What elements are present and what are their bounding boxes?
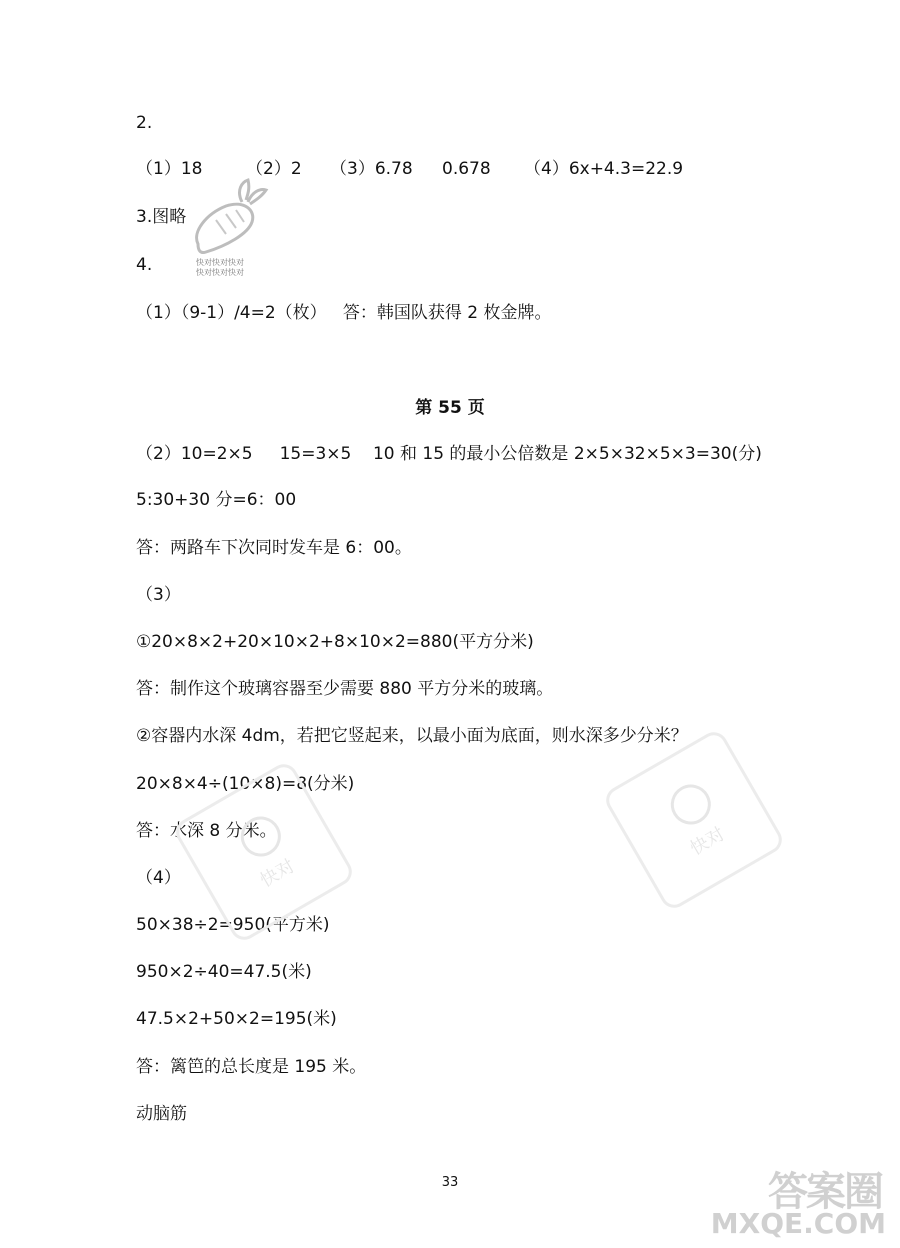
stamp-text: 快对 bbox=[256, 855, 299, 892]
stamp-watermark-right bbox=[601, 727, 787, 913]
p55-line: （4） bbox=[136, 868, 181, 888]
site-watermark-top: 答案圈 bbox=[768, 1169, 882, 1215]
page-number: 33 bbox=[441, 1175, 459, 1190]
p55-line: 950×2÷40=47.5(米) bbox=[136, 962, 312, 982]
answer-2-3: （3）6.78 bbox=[330, 159, 413, 179]
p55-line: ①20×8×2+20×10×2+8×10×2=880(平方分米) bbox=[136, 632, 534, 652]
p55-line: 5:30+30 分=6：00 bbox=[136, 490, 297, 510]
stamp-text: 快对 bbox=[686, 823, 729, 860]
p55-line: 20×8×4÷(10×8)=8(分米) bbox=[136, 774, 355, 794]
section-4-line-1: （1）（9-1）/4=2（枚） 答：韩国队获得 2 枚金牌。 bbox=[136, 303, 552, 323]
site-watermark bbox=[710, 1160, 888, 1240]
page-55-title: 第 55 页 bbox=[415, 398, 485, 418]
p55-line: 答：篱笆的总长度是 195 米。 bbox=[136, 1057, 367, 1077]
section-4-heading: 4. bbox=[136, 255, 153, 275]
section-2-heading: 2. bbox=[136, 113, 153, 133]
answer-2-4: （4）6x+4.3=22.9 bbox=[524, 159, 684, 179]
answer-2-2: （2）2 bbox=[246, 159, 302, 179]
p55-line: 答：制作这个玻璃容器至少需要 880 平方分米的玻璃。 bbox=[136, 679, 554, 699]
p55-line: 答：两路车下次同时发车是 6：00。 bbox=[136, 538, 412, 558]
p55-line: （2）10=2×5 15=3×5 10 和 15 的最小公倍数是 2×5×32×5×3=30(分) bbox=[136, 444, 762, 464]
answer-2-1: （1）18 bbox=[136, 159, 203, 179]
section-3-heading: 3.图略 bbox=[136, 207, 187, 227]
p55-line: ②容器内水深 4dm，若把它竖起来，以最小面为底面，则水深多少分米？ bbox=[136, 726, 688, 746]
carrot-caption-line-1: 快对快对快对 bbox=[196, 258, 244, 267]
answer-2-3b: 0.678 bbox=[442, 159, 491, 179]
p55-line: 50×38÷2=950(平方米) bbox=[136, 915, 330, 935]
p55-line: （3） bbox=[136, 585, 181, 605]
carrot-caption bbox=[196, 258, 244, 278]
p55-line: 答：水深 8 分米。 bbox=[136, 821, 277, 841]
p55-line: 动脑筋 bbox=[136, 1104, 187, 1124]
site-watermark-bottom: MXQE.COM bbox=[710, 1207, 886, 1240]
p55-line: 47.5×2+50×2=195(米) bbox=[136, 1009, 337, 1029]
carrot-caption-line-2: 快对快对快对 bbox=[196, 268, 244, 277]
